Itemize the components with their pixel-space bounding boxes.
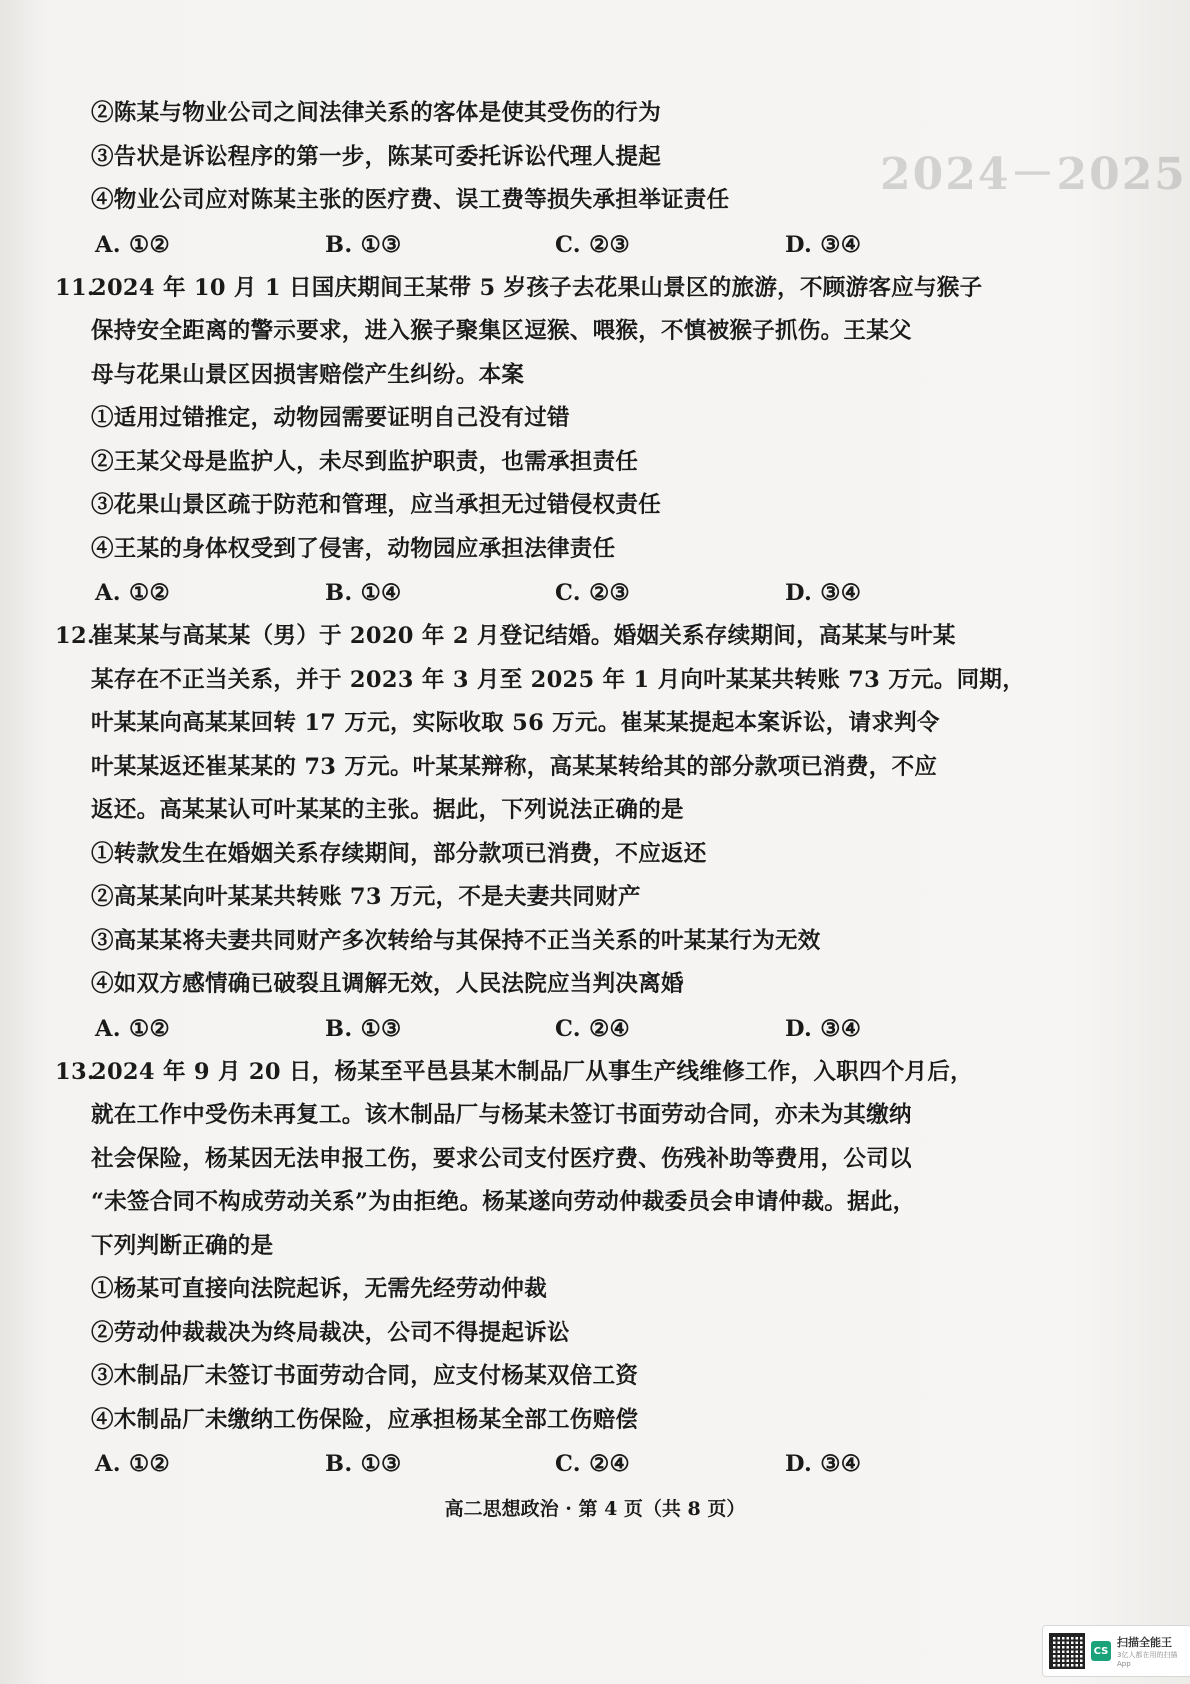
question-12: [55, 615, 1055, 1051]
statement: ③告状是诉讼程序的第一步，陈某可委托诉讼代理人提起: [91, 143, 662, 170]
statement: ②劳动仲裁裁决为终局裁决，公司不得提起诉讼: [91, 1319, 570, 1346]
option-c: C. ②③: [555, 580, 631, 606]
question-stem-line: 某存在不正当关系，并于 2023 年 3 月至 2025 年 1 月向叶某某共转账 73 万元。同期，: [91, 666, 1025, 693]
option-d: D. ③④: [785, 1015, 862, 1042]
question-stem-line: 下列判断正确的是: [91, 1232, 274, 1259]
option-b: B. ①③: [325, 231, 402, 258]
exam-content: [55, 92, 1055, 1486]
statement: ①适用过错推定，动物园需要证明自己没有过错: [91, 405, 570, 431]
answer-options: [55, 223, 1055, 267]
camscanner-logo-icon: CS: [1091, 1641, 1111, 1661]
question-stem-line: 社会保险，杨某因无法申报工伤，要求公司支付医疗费、伤残补助等费用，公司以: [91, 1145, 912, 1172]
question-stem-line: 母与花果山景区因损害赔偿产生纠纷。本案: [91, 361, 525, 388]
statement: ②陈某与物业公司之间法律关系的客体是使其受伤的行为: [91, 100, 662, 126]
badge-subtitle: 3亿人都在用的扫描App: [1117, 1651, 1178, 1668]
statement: ②高某某向叶某某共转账 73 万元，不是夫妻共同财产: [91, 884, 641, 910]
option-c: C. ②③: [555, 231, 631, 258]
statement: ④王某的身体权受到了侵害，动物园应承担法律责任: [91, 535, 616, 562]
question-number: 11.: [55, 274, 96, 301]
option-c: C. ②④: [555, 1015, 631, 1042]
option-a: A. ①②: [95, 1451, 170, 1477]
statement: ①转款发生在婚姻关系存续期间，部分款项已消费，不应返还: [91, 840, 707, 867]
question-stem-line: 叶某某返还崔某某的 73 万元。叶某某辩称，高某某转给其的部分款项已消费，不应: [91, 753, 938, 780]
statement: ①杨某可直接向法院起诉，无需先经劳动仲裁: [91, 1276, 548, 1302]
badge-title: 扫描全能王: [1117, 1636, 1172, 1649]
option-b: B. ①④: [325, 580, 402, 606]
answer-options: [55, 1442, 1055, 1486]
question-13: [55, 1051, 1055, 1487]
question-stem-line: 叶某某向高某某回转 17 万元，实际收取 56 万元。崔某某提起本案诉讼，请求判令: [91, 710, 940, 736]
question-stem-line: 保持安全距离的警示要求，进入猴子聚集区逗猴、喂猴，不慎被猴子抓伤。王某父: [91, 318, 912, 344]
question-number: 13.: [55, 1058, 96, 1085]
question-11: [55, 267, 1055, 616]
question-stem-line: 2024 年 10 月 1 日国庆期间王某带 5 岁孩子去花果山景区的旅游，不顾游客应与猴子: [91, 274, 983, 301]
option-a: A. ①②: [95, 580, 170, 606]
statement: ④如双方感情确已破裂且调解无效，人民法院应当判决离婚: [91, 971, 684, 997]
option-b: B. ①③: [325, 1015, 402, 1042]
option-d: D. ③④: [785, 1451, 862, 1477]
option-d: D. ③④: [785, 580, 862, 606]
question-number: 12.: [55, 623, 96, 649]
option-b: B. ①③: [325, 1451, 402, 1477]
question-stem-line: 2024 年 9 月 20 日，杨某至平邑县某木制品厂从事生产线维修工作，入职四个月后，: [91, 1058, 973, 1085]
option-d: D. ③④: [785, 231, 862, 258]
question-stem-line: “未签合同不构成劳动关系”为由拒绝。杨某遂向劳动仲裁委员会申请仲裁。据此，: [91, 1189, 916, 1215]
statement: ④木制品厂未缴纳工伤保险，应承担杨某全部工伤赔偿: [91, 1406, 639, 1433]
question-stem-line: 崔某某与高某某（男）于 2020 年 2 月登记结婚。婚姻关系存续期间，高某某与叶某: [91, 623, 956, 649]
answer-options: [55, 1007, 1055, 1051]
partial-question: [55, 92, 1055, 267]
statement: ③高某某将夫妻共同财产多次转给与其保持不正当关系的叶某某行为无效: [91, 927, 821, 954]
page-footer: 高二思想政治 · 第 4 页（共 8 页）: [444, 1498, 746, 1520]
statement: ④物业公司应对陈某主张的医疗费、误工费等损失承担举证责任: [91, 187, 730, 213]
statement: ③木制品厂未签订书面劳动合同，应支付杨某双倍工资: [91, 1363, 639, 1389]
option-c: C. ②④: [555, 1451, 631, 1477]
statement: ②王某父母是监护人，未尽到监护职责，也需承担责任: [91, 448, 639, 475]
option-a: A. ①②: [95, 231, 170, 258]
scanner-app-badge: [1042, 1625, 1190, 1677]
answer-options: [55, 571, 1055, 615]
question-stem-line: 就在工作中受伤未再复工。该木制品厂与杨某未签订书面劳动合同，亦未为其缴纳: [91, 1102, 912, 1128]
qr-code-icon: [1049, 1633, 1085, 1669]
option-a: A. ①②: [95, 1015, 170, 1042]
question-stem-line: 返还。高某某认可叶某某的主张。据此，下列说法正确的是: [91, 797, 684, 823]
statement: ③花果山景区疏于防范和管理，应当承担无过错侵权责任: [91, 492, 662, 518]
bleed-through-watermark: 2024－2025: [880, 149, 1187, 200]
